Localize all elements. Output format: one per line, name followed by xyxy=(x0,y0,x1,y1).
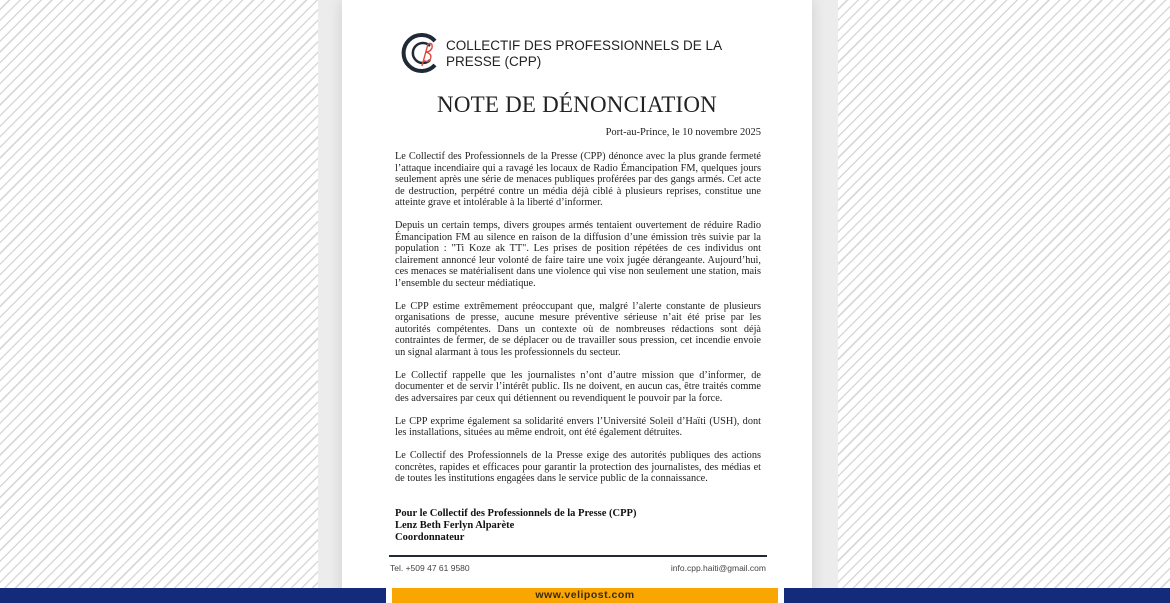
footer-email: info.cpp.haiti@gmail.com xyxy=(670,563,766,573)
document-title: NOTE DE DÉNONCIATION xyxy=(437,92,717,117)
signature-name: Lenz Beth Ferlyn Alparète xyxy=(395,519,515,531)
document-date: Port-au-Prince, le 10 novembre 2025 xyxy=(605,127,761,138)
footer-divider xyxy=(389,555,767,557)
paragraph: Le Collectif des Professionnels de la Presse exige des autorités publiques des actions concrètes, rapides et efficaces pour garantir la protection des journalistes, des médias et de toutes les institutions engagées dans le service public de la connaissance. xyxy=(395,450,761,484)
banner-gap xyxy=(778,588,784,603)
signature-org: Pour le Collectif des Professionnels de la Presse (CPP) xyxy=(395,508,637,519)
signature-role: Coordonnateur xyxy=(395,531,465,543)
paragraph: Le Collectif des Professionnels de la Presse (CPP) dénonce avec la plus grande fermeté l’attaque incendiaire qui a ravagé les locaux de Radio Émancipation FM, quelques jours seulement après une série de menaces publiques proférées par des gangs armés. Cet acte de destruction, perpétré contre un média déjà ciblé à plusieurs reprises, constitue une atteinte grave et intolérable à la liberté d’informer. xyxy=(395,151,761,208)
paragraph: Le Collectif rappelle que les journalistes n’ont d’autre mission que d’informer, de documenter et de servir l’intérêt public. Ils ne doivent, en aucun cas, être traités comme des adversaires par ceux qui détiennent ou revendiquent le pouvoir par la force. xyxy=(395,369,761,404)
cpp-logo-icon xyxy=(400,32,442,74)
paragraph: Le CPP estime extrêmement préoccupant que, malgré l’alerte constante de plusieurs organisations de presse, aucune mesure préventive sérieuse n’ait été prise par les autorités compétentes. Dans un contexte où de nombreuses rédactions sont déjà contraintes de fermer, de se déplacer ou de travailler sous pression, cet incendie envoie un signal alarmant à tous les professionnels du secteur. xyxy=(395,300,761,358)
document-body xyxy=(395,151,761,496)
paragraph: Depuis un certain temps, divers groupes armés tentaient ouvertement de réduire Radio Émancipation FM au silence en raison de la diffusion d’une émission très suivie par la population : "Ti Koze ak TT". Les prises de position répétées de ces individus ont clairement annoncé leur volonté de faire taire une voix jugée dérangeante. Aujourd’hui, ces menaces se matérialisent dans une violence qui vise non seulement une station, mais l’ensemble du secteur médiatique. xyxy=(395,220,761,289)
signature-block xyxy=(395,508,636,543)
organization-name: COLLECTIF DES PROFESSIONNELS DE LA PRESSE (CPP) xyxy=(446,38,722,69)
website-link[interactable]: www.velipost.com xyxy=(392,588,778,603)
document-page xyxy=(342,0,812,603)
footer-phone: Tel. +509 47 61 9580 xyxy=(390,563,470,573)
paragraph: Le CPP exprime également sa solidarité envers l’Université Soleil d’Haïti (USH), dont les installations, situées au même endroit, ont été également détruites. xyxy=(395,415,761,438)
